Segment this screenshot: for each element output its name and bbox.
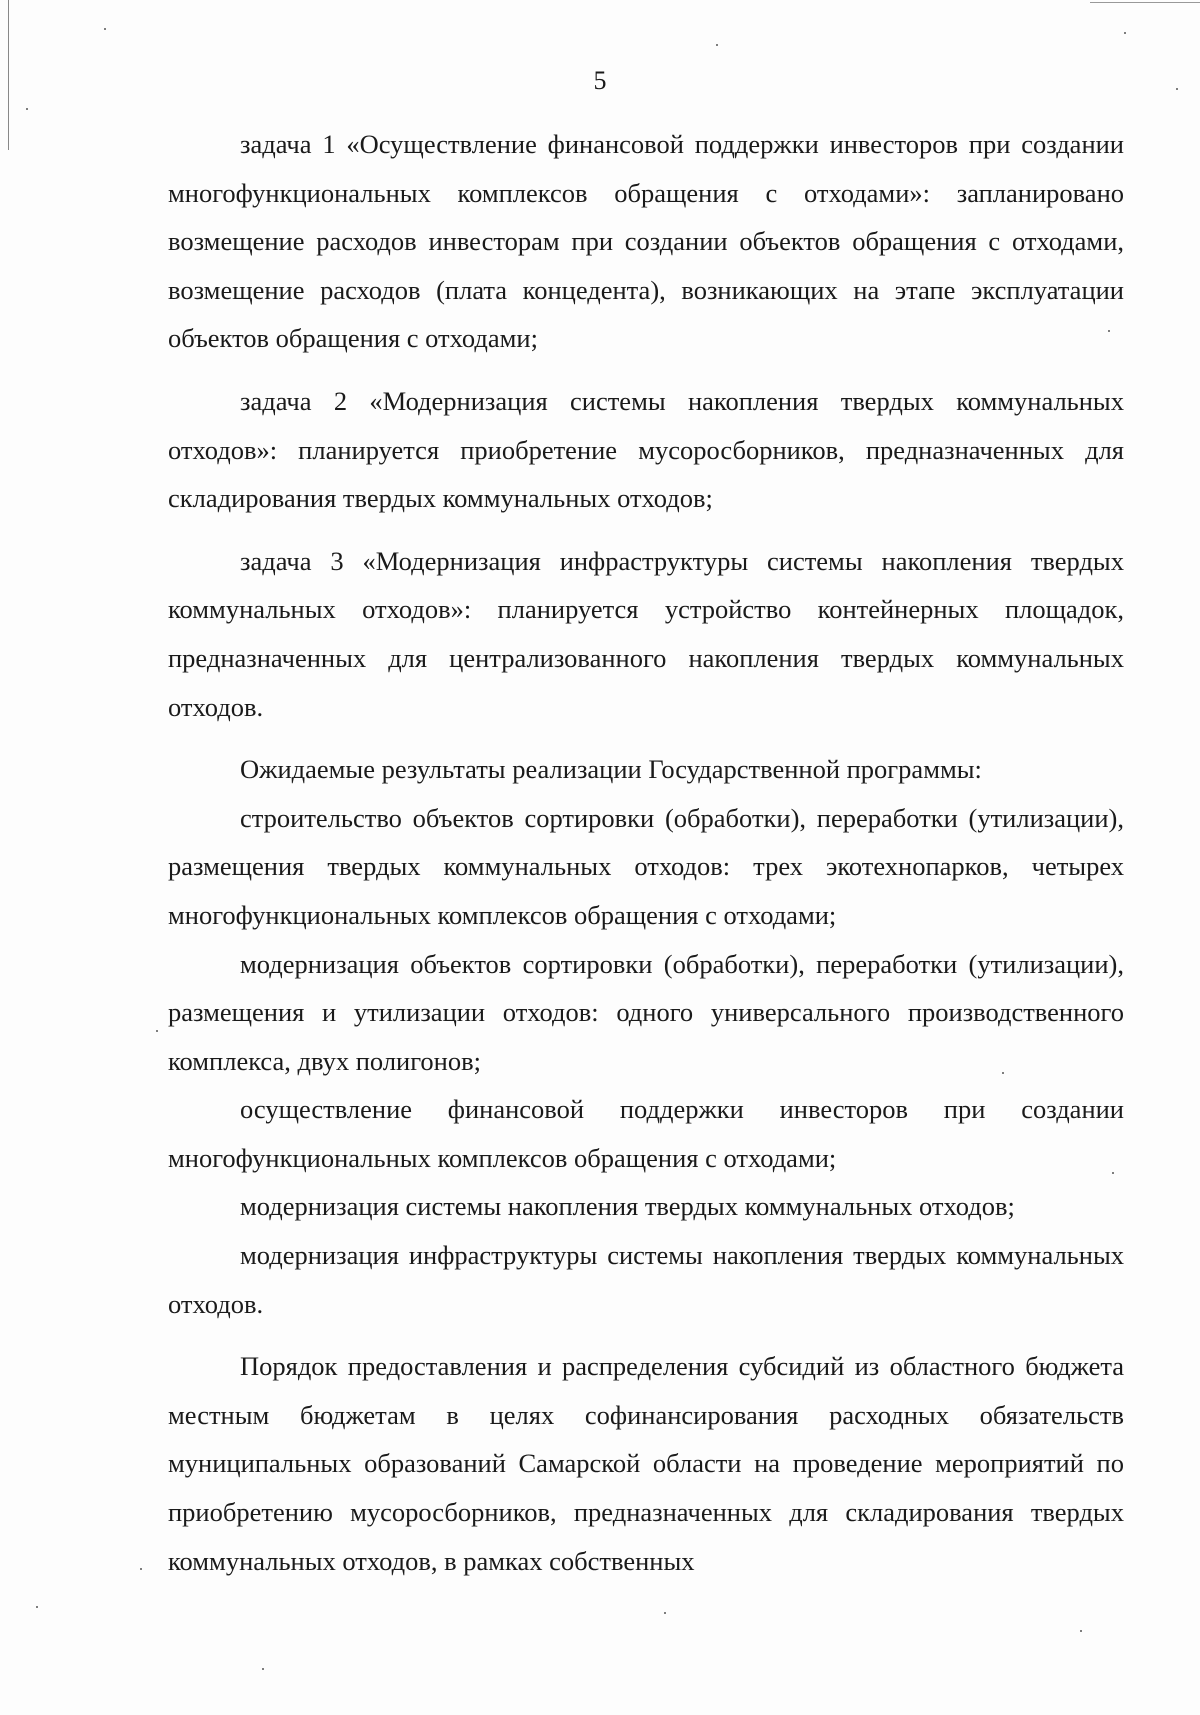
document-body xyxy=(168,120,1124,1585)
paragraph-task-2: задача 2 «Модернизация системы накопления твердых коммунальных отходов»: планируется приобретение мусоросборников, предназначенных для складирования твердых коммунальных отходов; xyxy=(168,385,1124,514)
scan-speck xyxy=(1176,88,1178,90)
page-number: 5 xyxy=(593,66,607,95)
scan-speck xyxy=(1124,32,1126,34)
paragraph-task-3: задача 3 «Модернизация инфраструктуры системы накопления твердых коммунальных отходов»: планируется устройство контейнерных площадок, предназначенных для централизованного накопления твердых коммунальных отходов. xyxy=(168,545,1124,722)
scan-speck xyxy=(156,1030,158,1032)
paragraph-subsidy-procedure: Порядок предоставления и распределения субсидий из областного бюджета местным бюджетам в целях софинансирования расходных обязательств муниципальных образований Самарской области на проведение мероприятий по приобретению мусоросборников, предназначенных для складирования твердых коммунальных отходов, в рамках собственных xyxy=(168,1351,1124,1576)
scan-speck xyxy=(1108,330,1110,332)
paragraph-result-investor-support: осуществление финансовой поддержки инвесторов при создании многофункциональных комплексов обращения с отходами; xyxy=(168,1094,1124,1173)
paragraph-result-modernization: модернизация объектов сортировки (обработки), переработки (утилизации), размещения и утилизации отходов: одного универсального производственного комплекса, двух полигонов; xyxy=(168,948,1124,1076)
scan-speck xyxy=(1002,1072,1004,1074)
paragraph-result-accumulation-system: модернизация системы накопления твердых коммунальных отходов; xyxy=(240,1191,1015,1222)
scan-speck xyxy=(104,28,106,30)
scan-speck xyxy=(36,1606,38,1608)
scan-edge-line xyxy=(1090,2,1200,3)
scan-speck xyxy=(26,108,28,110)
scan-speck xyxy=(1112,1172,1114,1174)
scan-speck xyxy=(262,1668,264,1670)
paragraph-expected-results-heading: Ожидаемые результаты реализации Государственной программы: xyxy=(240,754,982,785)
scan-speck xyxy=(664,1612,666,1614)
scan-speck xyxy=(1080,1630,1082,1632)
scan-speck xyxy=(716,44,718,46)
paragraph-result-construction: строительство объектов сортировки (обработки), переработки (утилизации), размещения твердых коммунальных отходов: трех экотехнопарков, четырех многофункциональных комплексов обращения с отходами; xyxy=(168,802,1124,930)
scan-speck xyxy=(140,1568,142,1570)
paragraph-result-infrastructure: модернизация инфраструктуры системы накопления твердых коммунальных отходов. xyxy=(168,1240,1124,1319)
paragraph-task-1: задача 1 «Осуществление финансовой поддержки инвесторов при создании многофункциональных комплексов обращения с отходами»: запланировано возмещение расходов инвесторам при создании объектов обращения с отходами, возмещение расходов (плата концедента), возникающих на этапе эксплуатации объектов обращения с отходами; xyxy=(168,129,1124,354)
